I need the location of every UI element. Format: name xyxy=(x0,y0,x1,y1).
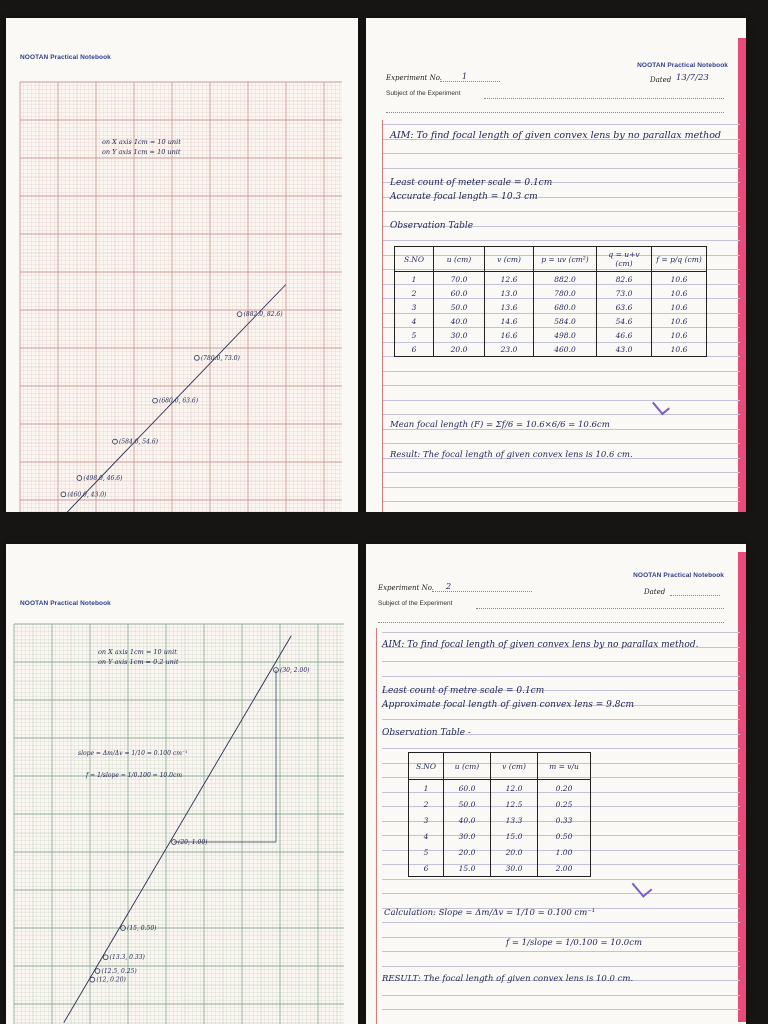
data-point-label: (498.0, 46.6) xyxy=(83,474,123,482)
table-cell: 3 xyxy=(409,812,444,828)
data-point-label: (584.0, 54.6) xyxy=(118,438,159,446)
data-point-label: (882.0, 82.6) xyxy=(243,311,283,319)
slope-note: slope = Δm/Δv = 1/10 = 0.100 cm⁻¹ xyxy=(78,750,188,757)
table-cell: 50.0 xyxy=(434,300,485,314)
table-cell: 680.0 xyxy=(534,300,597,314)
subject-line-2 xyxy=(378,622,724,623)
table-cell: 30.0 xyxy=(491,860,538,877)
table-cell: 23.0 xyxy=(485,342,534,357)
table-header-cell: f = p/q (cm) xyxy=(652,247,707,272)
ruled-line xyxy=(382,240,740,241)
table-cell: 5 xyxy=(395,328,434,342)
table-cell: 20.0 xyxy=(434,342,485,357)
table-cell: 4 xyxy=(395,314,434,328)
graph-scale-note-x: on X axis 1cm = 10 unit xyxy=(98,648,177,656)
graph-page-1 xyxy=(6,18,358,534)
table-cell: 12.6 xyxy=(485,272,534,287)
table-cell: 40.0 xyxy=(434,314,485,328)
table-header-cell: u (cm) xyxy=(434,247,485,272)
table-cell: 70.0 xyxy=(434,272,485,287)
ruled-line xyxy=(382,661,740,662)
table-cell: 60.0 xyxy=(434,286,485,300)
table-header-cell: u (cm) xyxy=(444,753,491,780)
table-header-cell: v (cm) xyxy=(491,753,538,780)
table-cell: 10.6 xyxy=(652,342,707,357)
margin-line xyxy=(382,120,383,512)
table-cell: 13.0 xyxy=(485,286,534,300)
dated-label: Dated xyxy=(650,76,672,84)
least-count-text: Least count of metre scale = 0.1cm xyxy=(382,686,545,696)
table-cell: 1.00 xyxy=(538,844,591,860)
calculation-text: Calculation: Slope = Δm/Δv = 1/10 = 0.100 cm⁻¹ xyxy=(384,908,596,918)
table-cell: 460.0 xyxy=(534,342,597,357)
table-header-row xyxy=(409,753,591,780)
graph-1 xyxy=(20,82,342,534)
brand-logo: NOOTAN Practical Notebook xyxy=(20,600,111,607)
ruled-line xyxy=(382,168,740,169)
table-cell: 30.0 xyxy=(434,328,485,342)
experiment-no-line xyxy=(440,81,500,82)
table-header-cell: q = u+v (cm) xyxy=(597,247,652,272)
table-cell: 10.6 xyxy=(652,300,707,314)
table-cell: 4 xyxy=(409,828,444,844)
ruled-line xyxy=(382,719,740,720)
table-row xyxy=(409,828,591,844)
ruled-line xyxy=(382,748,740,749)
ruled-line xyxy=(382,922,740,923)
ruled-line xyxy=(382,443,740,444)
table-cell: 10.6 xyxy=(652,272,707,287)
table-cell: 13.6 xyxy=(485,300,534,314)
table-cell: 1 xyxy=(395,272,434,287)
calculation-focal-text: f = 1/slope = 1/0.100 = 10.0cm xyxy=(506,938,643,948)
table-cell: 15.0 xyxy=(444,860,491,877)
table-cell: 2.00 xyxy=(538,860,591,877)
table-cell: 20.0 xyxy=(444,844,491,860)
ruled-line xyxy=(382,879,740,880)
table-cell: 50.0 xyxy=(444,796,491,812)
ruled-line xyxy=(382,385,740,386)
table-row xyxy=(409,860,591,877)
table-cell: 0.33 xyxy=(538,812,591,828)
data-point-label: (30, 2.00) xyxy=(280,667,310,674)
data-point-label: (15, 0.50) xyxy=(127,925,157,932)
notes-page-1 xyxy=(366,18,746,534)
table-cell: 73.0 xyxy=(597,286,652,300)
experiment-no-line xyxy=(432,591,532,592)
accurate-focal-text: Accurate focal length = 10.3 cm xyxy=(390,192,538,202)
table-cell: 12.5 xyxy=(491,796,538,812)
experiment-no-label: Experiment No. xyxy=(386,74,443,82)
ruled-line xyxy=(382,400,740,401)
ruled-line xyxy=(382,211,740,212)
table-cell: 14.6 xyxy=(485,314,534,328)
graph-paper-1 xyxy=(20,82,342,534)
table-cell: 10.6 xyxy=(652,328,707,342)
table-cell: 82.6 xyxy=(597,272,652,287)
ruled-line xyxy=(382,632,740,633)
data-point-label: (460.0, 43.0) xyxy=(67,491,107,499)
graph-2 xyxy=(14,624,344,1024)
brand-logo: NOOTAN Practical Notebook xyxy=(20,54,111,61)
graph-scale-note-y: on Y axis 1cm = 0.2 unit xyxy=(98,658,179,666)
table-cell: 12.0 xyxy=(491,780,538,797)
table-cell: 30.0 xyxy=(444,828,491,844)
table-cell: 15.0 xyxy=(491,828,538,844)
page-edge-strip xyxy=(738,38,746,538)
aim-text: AIM: To find focal length of given convex lens by no parallax method. xyxy=(382,640,699,650)
ruled-line xyxy=(382,966,740,967)
experiment-no-value: 2 xyxy=(446,582,452,591)
data-point-label: (20, 1.00) xyxy=(178,839,208,846)
table-cell: 40.0 xyxy=(444,812,491,828)
subject-line-2 xyxy=(386,112,724,113)
aim-text: AIM: To find focal length of given convex lens by no parallax method xyxy=(390,130,722,141)
table-cell: 2 xyxy=(409,796,444,812)
table-row xyxy=(395,272,707,287)
observation-table-2 xyxy=(408,752,591,877)
result-text: RESULT: The focal length of given convex lens is 10.0 cm. xyxy=(382,974,634,984)
table-cell: 13.3 xyxy=(491,812,538,828)
brand-logo: NOOTAN Practical Notebook xyxy=(633,572,724,579)
graph-page-2 xyxy=(6,544,358,1024)
data-point-label: (12.5, 0.25) xyxy=(101,968,137,975)
table-cell: 780.0 xyxy=(534,286,597,300)
table-row xyxy=(409,796,591,812)
ruled-line xyxy=(382,371,740,372)
ruled-line xyxy=(382,472,740,473)
table-cell: 63.6 xyxy=(597,300,652,314)
table-cell: 10.6 xyxy=(652,314,707,328)
ruled-line xyxy=(382,153,740,154)
ruled-line xyxy=(382,893,740,894)
ruled-line xyxy=(382,124,740,125)
ruled-line xyxy=(382,487,740,488)
table-cell: 16.6 xyxy=(485,328,534,342)
table-row xyxy=(395,300,707,314)
table-cell: 46.6 xyxy=(597,328,652,342)
dated-value: 13/7/23 xyxy=(676,73,709,83)
dated-line xyxy=(670,595,720,596)
notes-page-2 xyxy=(366,544,746,1024)
table-cell: 43.0 xyxy=(597,342,652,357)
notebook-spread-experiment-2 xyxy=(0,512,768,1024)
experiment-no-label: Experiment No. xyxy=(378,584,435,592)
table-cell: 10.6 xyxy=(652,286,707,300)
data-point-label: (13.3, 0.33) xyxy=(109,954,145,962)
ruled-line xyxy=(382,501,740,502)
least-count-text: Least count of meter scale = 0.1cm xyxy=(390,178,553,188)
table-header-cell: p = uv (cm²) xyxy=(534,247,597,272)
observation-table-1 xyxy=(394,246,707,357)
ruled-line xyxy=(382,995,740,996)
table-row xyxy=(395,328,707,342)
table-cell: 1 xyxy=(409,780,444,797)
graph-scale-note-x: on X axis 1cm = 10 unit xyxy=(102,138,181,146)
table-cell: 0.50 xyxy=(538,828,591,844)
table-row xyxy=(409,844,591,860)
subject-label: Subject of the Experiment xyxy=(378,600,453,607)
focal-note: f = 1/slope = 1/0.100 = 10.0cm xyxy=(86,772,183,779)
dated-label: Dated xyxy=(644,588,666,596)
data-point-label: (780.0, 73.0) xyxy=(200,354,240,362)
table-row xyxy=(395,286,707,300)
ruled-line xyxy=(382,1009,740,1010)
table-cell: 20.0 xyxy=(491,844,538,860)
mean-focal-text: Mean focal length (F) = Σf/6 = 10.6×6/6 = 10.6cm xyxy=(390,420,610,430)
subject-label: Subject of the Experiment xyxy=(386,90,461,97)
experiment-no-value: 1 xyxy=(462,72,468,81)
ruled-line xyxy=(382,414,740,415)
table-header-cell: m = v/u xyxy=(538,753,591,780)
table-cell: 3 xyxy=(395,300,434,314)
table-cell: 498.0 xyxy=(534,328,597,342)
ruled-line xyxy=(382,676,740,677)
table-row xyxy=(395,342,707,357)
table-title: Observation Table - xyxy=(382,728,471,738)
subject-line xyxy=(476,608,724,609)
table-cell: 2 xyxy=(395,286,434,300)
subject-line xyxy=(484,98,724,99)
table-header-cell: S.NO xyxy=(395,247,434,272)
table-cell: 54.6 xyxy=(597,314,652,328)
table-cell: 882.0 xyxy=(534,272,597,287)
table-cell: 5 xyxy=(409,844,444,860)
table-header-cell: S.NO xyxy=(409,753,444,780)
table-row xyxy=(395,314,707,328)
table-cell: 0.25 xyxy=(538,796,591,812)
table-cell: 6 xyxy=(409,860,444,877)
brand-logo: NOOTAN Practical Notebook xyxy=(637,62,728,69)
table-cell: 60.0 xyxy=(444,780,491,797)
graph-scale-note-y: on Y axis 1cm = 10 unit xyxy=(102,148,181,156)
table-title: Observation Table xyxy=(390,221,474,231)
margin-line xyxy=(376,628,377,1024)
table-header-row xyxy=(395,247,707,272)
approx-focal-text: Approximate focal length of given convex lens = 9.8cm xyxy=(382,700,635,710)
data-point-label: (680.0, 63.6) xyxy=(159,397,199,405)
table-row xyxy=(409,780,591,797)
table-cell: 584.0 xyxy=(534,314,597,328)
ruled-line xyxy=(382,951,740,952)
data-point-label: (12, 0.20) xyxy=(96,976,126,984)
table-row xyxy=(409,812,591,828)
table-cell: 0.20 xyxy=(538,780,591,797)
result-text: Result: The focal length of given convex lens is 10.6 cm. xyxy=(390,450,633,460)
table-header-cell: v (cm) xyxy=(485,247,534,272)
graph-paper-2 xyxy=(14,624,344,1024)
table-cell: 6 xyxy=(395,342,434,357)
